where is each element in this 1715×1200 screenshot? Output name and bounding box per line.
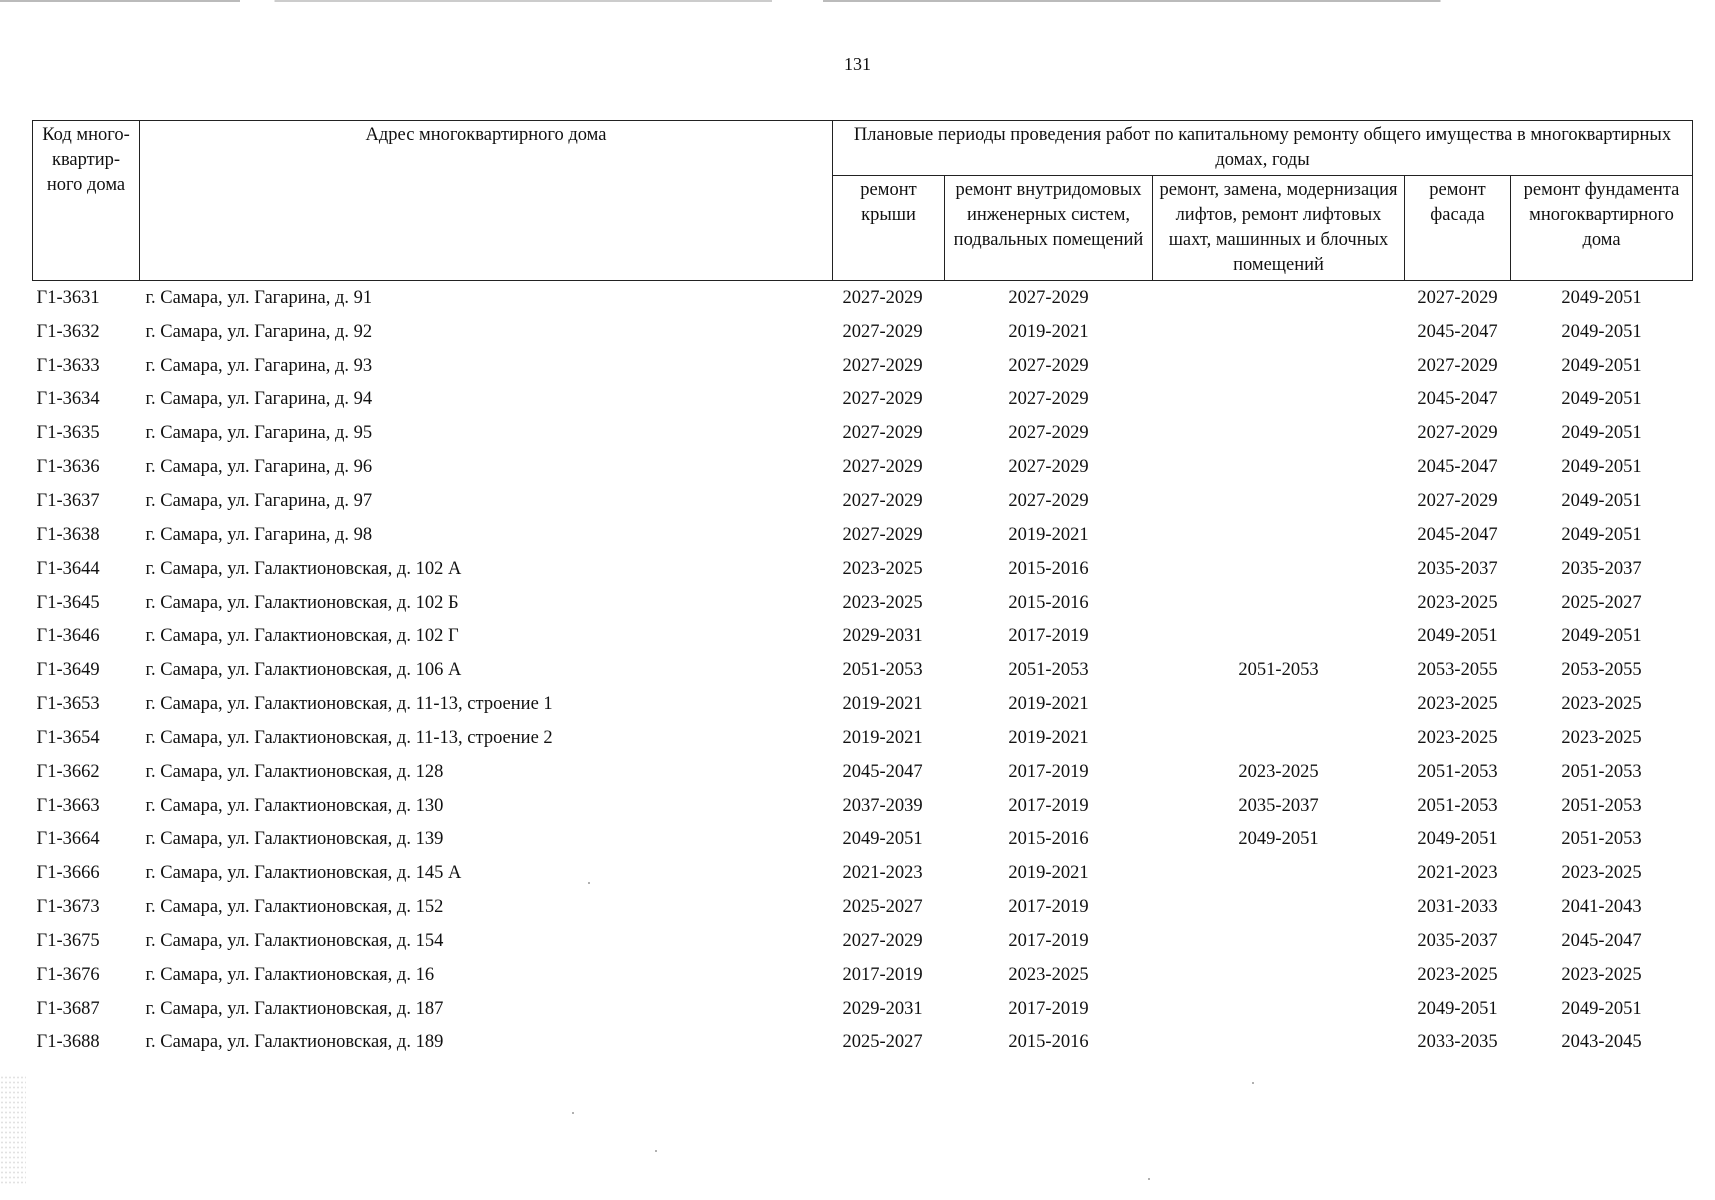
cell-facade: 2051-2053: [1417, 795, 1498, 816]
header-code: Код много-квартир-ного дома: [33, 121, 140, 281]
cell-address: г. Самара, ул. Галактионовская, д. 102 Б: [145, 592, 459, 613]
header-foundation: ремонт фундамента многоквартирного дома: [1511, 176, 1693, 281]
cell-roof: 2017-2019: [842, 964, 923, 985]
cell-systems: 2019-2021: [1008, 694, 1089, 715]
header-roof: ремонт крыши: [833, 176, 945, 281]
cell-foundation: 2023-2025: [1561, 727, 1642, 748]
page-number: 131: [844, 54, 871, 74]
cell-facade: 2035-2037: [1417, 558, 1498, 579]
table-row: [33, 518, 1693, 552]
cell-foundation: 2049-2051: [1561, 457, 1642, 478]
cell-systems: 2019-2021: [1008, 727, 1089, 748]
cell-facade: 2049-2051: [1417, 829, 1498, 850]
table-row: [33, 383, 1693, 417]
cell-code: Г1-3646: [36, 626, 100, 647]
cell-code: Г1-3636: [36, 457, 100, 478]
cell-lifts: [1153, 281, 1405, 315]
cell-foundation: 2023-2025: [1561, 964, 1642, 985]
table-row: [33, 552, 1693, 586]
scan-noise: [0, 1075, 26, 1185]
cell-foundation: 2049-2051: [1561, 355, 1642, 376]
table-row: [33, 586, 1693, 620]
cell-lifts: [1153, 721, 1405, 755]
cell-code: Г1-3675: [36, 930, 100, 951]
cell-facade: 2051-2053: [1417, 761, 1498, 782]
header-lifts: ремонт, замена, модернизация лифтов, ремонт лифтовых шахт, машинных и блочных помещений: [1153, 176, 1405, 281]
cell-code: Г1-3634: [36, 389, 100, 410]
cell-code: Г1-3673: [36, 897, 100, 918]
cell-systems: 2027-2029: [1008, 457, 1089, 478]
table-row: [33, 349, 1693, 383]
cell-lifts: [1153, 856, 1405, 890]
cell-facade: 2033-2035: [1417, 1032, 1498, 1053]
cell-lifts: [1153, 315, 1405, 349]
cell-roof: 2027-2029: [842, 457, 923, 478]
cell-roof: 2021-2023: [842, 863, 923, 884]
cell-foundation: 2051-2053: [1561, 795, 1642, 816]
cell-address: г. Самара, ул. Галактионовская, д. 16: [145, 964, 435, 985]
table-row: [33, 450, 1693, 484]
cell-lifts: [1153, 552, 1405, 586]
cell-facade: 2045-2047: [1417, 457, 1498, 478]
table-row: [33, 416, 1693, 450]
cell-facade: 2031-2033: [1417, 897, 1498, 918]
cell-foundation: 2051-2053: [1561, 829, 1642, 850]
table-row: [33, 653, 1693, 687]
cell-facade: 2021-2023: [1417, 863, 1498, 884]
cell-address: г. Самара, ул. Гагарина, д. 98: [145, 524, 373, 545]
cell-address: г. Самара, ул. Гагарина, д. 96: [145, 457, 373, 478]
cell-lifts: [1153, 383, 1405, 417]
cell-facade: 2027-2029: [1417, 287, 1498, 308]
cell-systems: 2015-2016: [1008, 592, 1089, 613]
cell-foundation: 2049-2051: [1561, 287, 1642, 308]
table-row: [33, 856, 1693, 890]
table-row: [33, 1026, 1693, 1060]
cell-lifts: [1153, 450, 1405, 484]
cell-roof: 2025-2027: [842, 1032, 923, 1053]
cell-roof: 2027-2029: [842, 423, 923, 444]
cell-lifts: [1153, 416, 1405, 450]
table-row: [33, 281, 1693, 315]
cell-lifts: [1153, 924, 1405, 958]
cell-systems: 2017-2019: [1008, 897, 1089, 918]
cell-foundation: 2053-2055: [1561, 660, 1642, 681]
repair-schedule-table: [32, 120, 1693, 1059]
cell-foundation: 2049-2051: [1561, 524, 1642, 545]
cell-systems: 2019-2021: [1008, 321, 1089, 342]
table-row: [33, 315, 1693, 349]
cell-lifts: 2023-2025: [1238, 761, 1319, 782]
cell-roof: 2019-2021: [842, 694, 923, 715]
cell-facade: 2053-2055: [1417, 660, 1498, 681]
cell-facade: 2023-2025: [1417, 694, 1498, 715]
cell-address: г. Самара, ул. Гагарина, д. 91: [145, 287, 373, 308]
cell-foundation: 2035-2037: [1561, 558, 1642, 579]
cell-roof: 2027-2029: [842, 930, 923, 951]
cell-roof: 2027-2029: [842, 524, 923, 545]
cell-foundation: 2049-2051: [1561, 423, 1642, 444]
cell-lifts: [1153, 687, 1405, 721]
cell-systems: 2019-2021: [1008, 524, 1089, 545]
cell-lifts: [1153, 484, 1405, 518]
cell-lifts: [1153, 619, 1405, 653]
cell-foundation: 2051-2053: [1561, 761, 1642, 782]
cell-facade: 2045-2047: [1417, 389, 1498, 410]
table-row: [33, 755, 1693, 789]
cell-foundation: 2049-2051: [1561, 626, 1642, 647]
cell-address: г. Самара, ул. Гагарина, д. 97: [145, 490, 373, 511]
scan-speck: [588, 882, 590, 884]
header-systems: ремонт внутридомовых инженерных систем, подвальных помещений: [945, 176, 1153, 281]
cell-roof: 2029-2031: [842, 998, 923, 1019]
cell-lifts: [1153, 1026, 1405, 1060]
cell-code: Г1-3633: [36, 355, 100, 376]
cell-address: г. Самара, ул. Галактионовская, д. 154: [145, 930, 444, 951]
table-row: [33, 958, 1693, 992]
cell-lifts: [1153, 958, 1405, 992]
cell-foundation: 2049-2051: [1561, 490, 1642, 511]
cell-code: Г1-3653: [36, 694, 100, 715]
cell-roof: 2051-2053: [842, 660, 923, 681]
scan-speck: [1148, 1178, 1150, 1180]
cell-roof: 2037-2039: [842, 795, 923, 816]
scan-speck: [655, 1150, 657, 1152]
cell-address: г. Самара, ул. Галактионовская, д. 130: [145, 795, 444, 816]
cell-facade: 2023-2025: [1417, 964, 1498, 985]
cell-facade: 2045-2047: [1417, 524, 1498, 545]
cell-address: г. Самара, ул. Галактионовская, д. 11-13, строение 2: [145, 727, 553, 748]
cell-facade: 2035-2037: [1417, 930, 1498, 951]
cell-address: г. Самара, ул. Галактионовская, д. 102 А: [145, 558, 462, 579]
header-periods-title: Плановые периоды проведения работ по капитальному ремонту общего имущества в многоквартирных домах, годы: [833, 121, 1693, 176]
cell-address: г. Самара, ул. Галактионовская, д. 152: [145, 897, 444, 918]
cell-facade: 2045-2047: [1417, 321, 1498, 342]
cell-lifts: [1153, 992, 1405, 1026]
cell-address: г. Самара, ул. Гагарина, д. 92: [145, 321, 373, 342]
cell-foundation: 2041-2043: [1561, 897, 1642, 918]
table-body: [33, 281, 1693, 1060]
cell-facade: 2049-2051: [1417, 626, 1498, 647]
table-row: [33, 619, 1693, 653]
cell-code: Г1-3663: [36, 795, 100, 816]
table-row: [33, 484, 1693, 518]
cell-foundation: 2045-2047: [1561, 930, 1642, 951]
cell-code: Г1-3662: [36, 761, 100, 782]
cell-roof: 2029-2031: [842, 626, 923, 647]
cell-systems: 2017-2019: [1008, 998, 1089, 1019]
cell-roof: 2027-2029: [842, 389, 923, 410]
cell-code: Г1-3644: [36, 558, 100, 579]
cell-systems: 2027-2029: [1008, 389, 1089, 410]
cell-roof: 2027-2029: [842, 490, 923, 511]
cell-lifts: [1153, 349, 1405, 383]
cell-systems: 2027-2029: [1008, 355, 1089, 376]
cell-systems: 2027-2029: [1008, 423, 1089, 444]
cell-roof: 2023-2025: [842, 558, 923, 579]
cell-foundation: 2049-2051: [1561, 389, 1642, 410]
cell-roof: 2027-2029: [842, 355, 923, 376]
cell-roof: 2023-2025: [842, 592, 923, 613]
table-row: [33, 924, 1693, 958]
cell-code: Г1-3654: [36, 727, 100, 748]
cell-systems: 2015-2016: [1008, 1032, 1089, 1053]
cell-roof: 2027-2029: [842, 287, 923, 308]
cell-facade: 2023-2025: [1417, 592, 1498, 613]
cell-code: Г1-3637: [36, 490, 100, 511]
cell-roof: 2049-2051: [842, 829, 923, 850]
cell-systems: 2027-2029: [1008, 287, 1089, 308]
table-row: [33, 789, 1693, 823]
cell-facade: 2027-2029: [1417, 355, 1498, 376]
cell-address: г. Самара, ул. Гагарина, д. 94: [145, 389, 373, 410]
cell-address: г. Самара, ул. Галактионовская, д. 189: [145, 1032, 444, 1053]
cell-facade: 2027-2029: [1417, 490, 1498, 511]
cell-systems: 2027-2029: [1008, 490, 1089, 511]
scan-speck: [572, 1112, 574, 1114]
table-row: [33, 823, 1693, 857]
cell-code: Г1-3687: [36, 998, 100, 1019]
cell-lifts: 2051-2053: [1238, 660, 1319, 681]
cell-lifts: 2035-2037: [1238, 795, 1319, 816]
cell-systems: 2017-2019: [1008, 761, 1089, 782]
cell-systems: 2051-2053: [1008, 660, 1089, 681]
cell-code: Г1-3664: [36, 829, 100, 850]
cell-facade: 2027-2029: [1417, 423, 1498, 444]
cell-foundation: 2025-2027: [1561, 592, 1642, 613]
cell-code: Г1-3645: [36, 592, 100, 613]
cell-foundation: 2023-2025: [1561, 694, 1642, 715]
cell-address: г. Самара, ул. Галактионовская, д. 145 А: [145, 863, 462, 884]
cell-lifts: [1153, 518, 1405, 552]
cell-roof: 2019-2021: [842, 727, 923, 748]
cell-foundation: 2049-2051: [1561, 321, 1642, 342]
cell-code: Г1-3666: [36, 863, 100, 884]
cell-address: г. Самара, ул. Галактионовская, д. 139: [145, 829, 444, 850]
cell-systems: 2017-2019: [1008, 930, 1089, 951]
table-row: [33, 687, 1693, 721]
cell-code: Г1-3631: [36, 287, 100, 308]
cell-systems: 2015-2016: [1008, 829, 1089, 850]
cell-systems: 2017-2019: [1008, 795, 1089, 816]
cell-address: г. Самара, ул. Галактионовская, д. 106 А: [145, 660, 462, 681]
cell-systems: 2015-2016: [1008, 558, 1089, 579]
cell-address: г. Самара, ул. Галактионовская, д. 11-13, строение 1: [145, 694, 553, 715]
cell-code: Г1-3635: [36, 423, 100, 444]
cell-foundation: 2023-2025: [1561, 863, 1642, 884]
cell-code: Г1-3688: [36, 1032, 100, 1053]
scan-edge-line: [0, 0, 1715, 2]
table-row: [33, 992, 1693, 1026]
header-facade: ремонт фасада: [1405, 176, 1511, 281]
cell-lifts: 2049-2051: [1238, 829, 1319, 850]
cell-code: Г1-3676: [36, 964, 100, 985]
cell-address: г. Самара, ул. Галактионовская, д. 102 Г: [145, 626, 459, 647]
cell-roof: 2025-2027: [842, 897, 923, 918]
cell-facade: 2023-2025: [1417, 727, 1498, 748]
cell-roof: 2045-2047: [842, 761, 923, 782]
table-row: [33, 890, 1693, 924]
cell-address: г. Самара, ул. Гагарина, д. 93: [145, 355, 373, 376]
cell-foundation: 2049-2051: [1561, 998, 1642, 1019]
header-address: Адрес многоквартирного дома: [140, 121, 833, 281]
cell-code: Г1-3632: [36, 321, 100, 342]
cell-systems: 2017-2019: [1008, 626, 1089, 647]
cell-foundation: 2043-2045: [1561, 1032, 1642, 1053]
table-row: [33, 721, 1693, 755]
cell-code: Г1-3649: [36, 660, 100, 681]
cell-address: г. Самара, ул. Галактионовская, д. 128: [145, 761, 444, 782]
cell-systems: 2019-2021: [1008, 863, 1089, 884]
cell-code: Г1-3638: [36, 524, 100, 545]
cell-facade: 2049-2051: [1417, 998, 1498, 1019]
cell-lifts: [1153, 586, 1405, 620]
cell-address: г. Самара, ул. Галактионовская, д. 187: [145, 998, 444, 1019]
cell-lifts: [1153, 890, 1405, 924]
cell-address: г. Самара, ул. Гагарина, д. 95: [145, 423, 373, 444]
scan-speck: [1252, 1082, 1254, 1084]
cell-systems: 2023-2025: [1008, 964, 1089, 985]
cell-roof: 2027-2029: [842, 321, 923, 342]
